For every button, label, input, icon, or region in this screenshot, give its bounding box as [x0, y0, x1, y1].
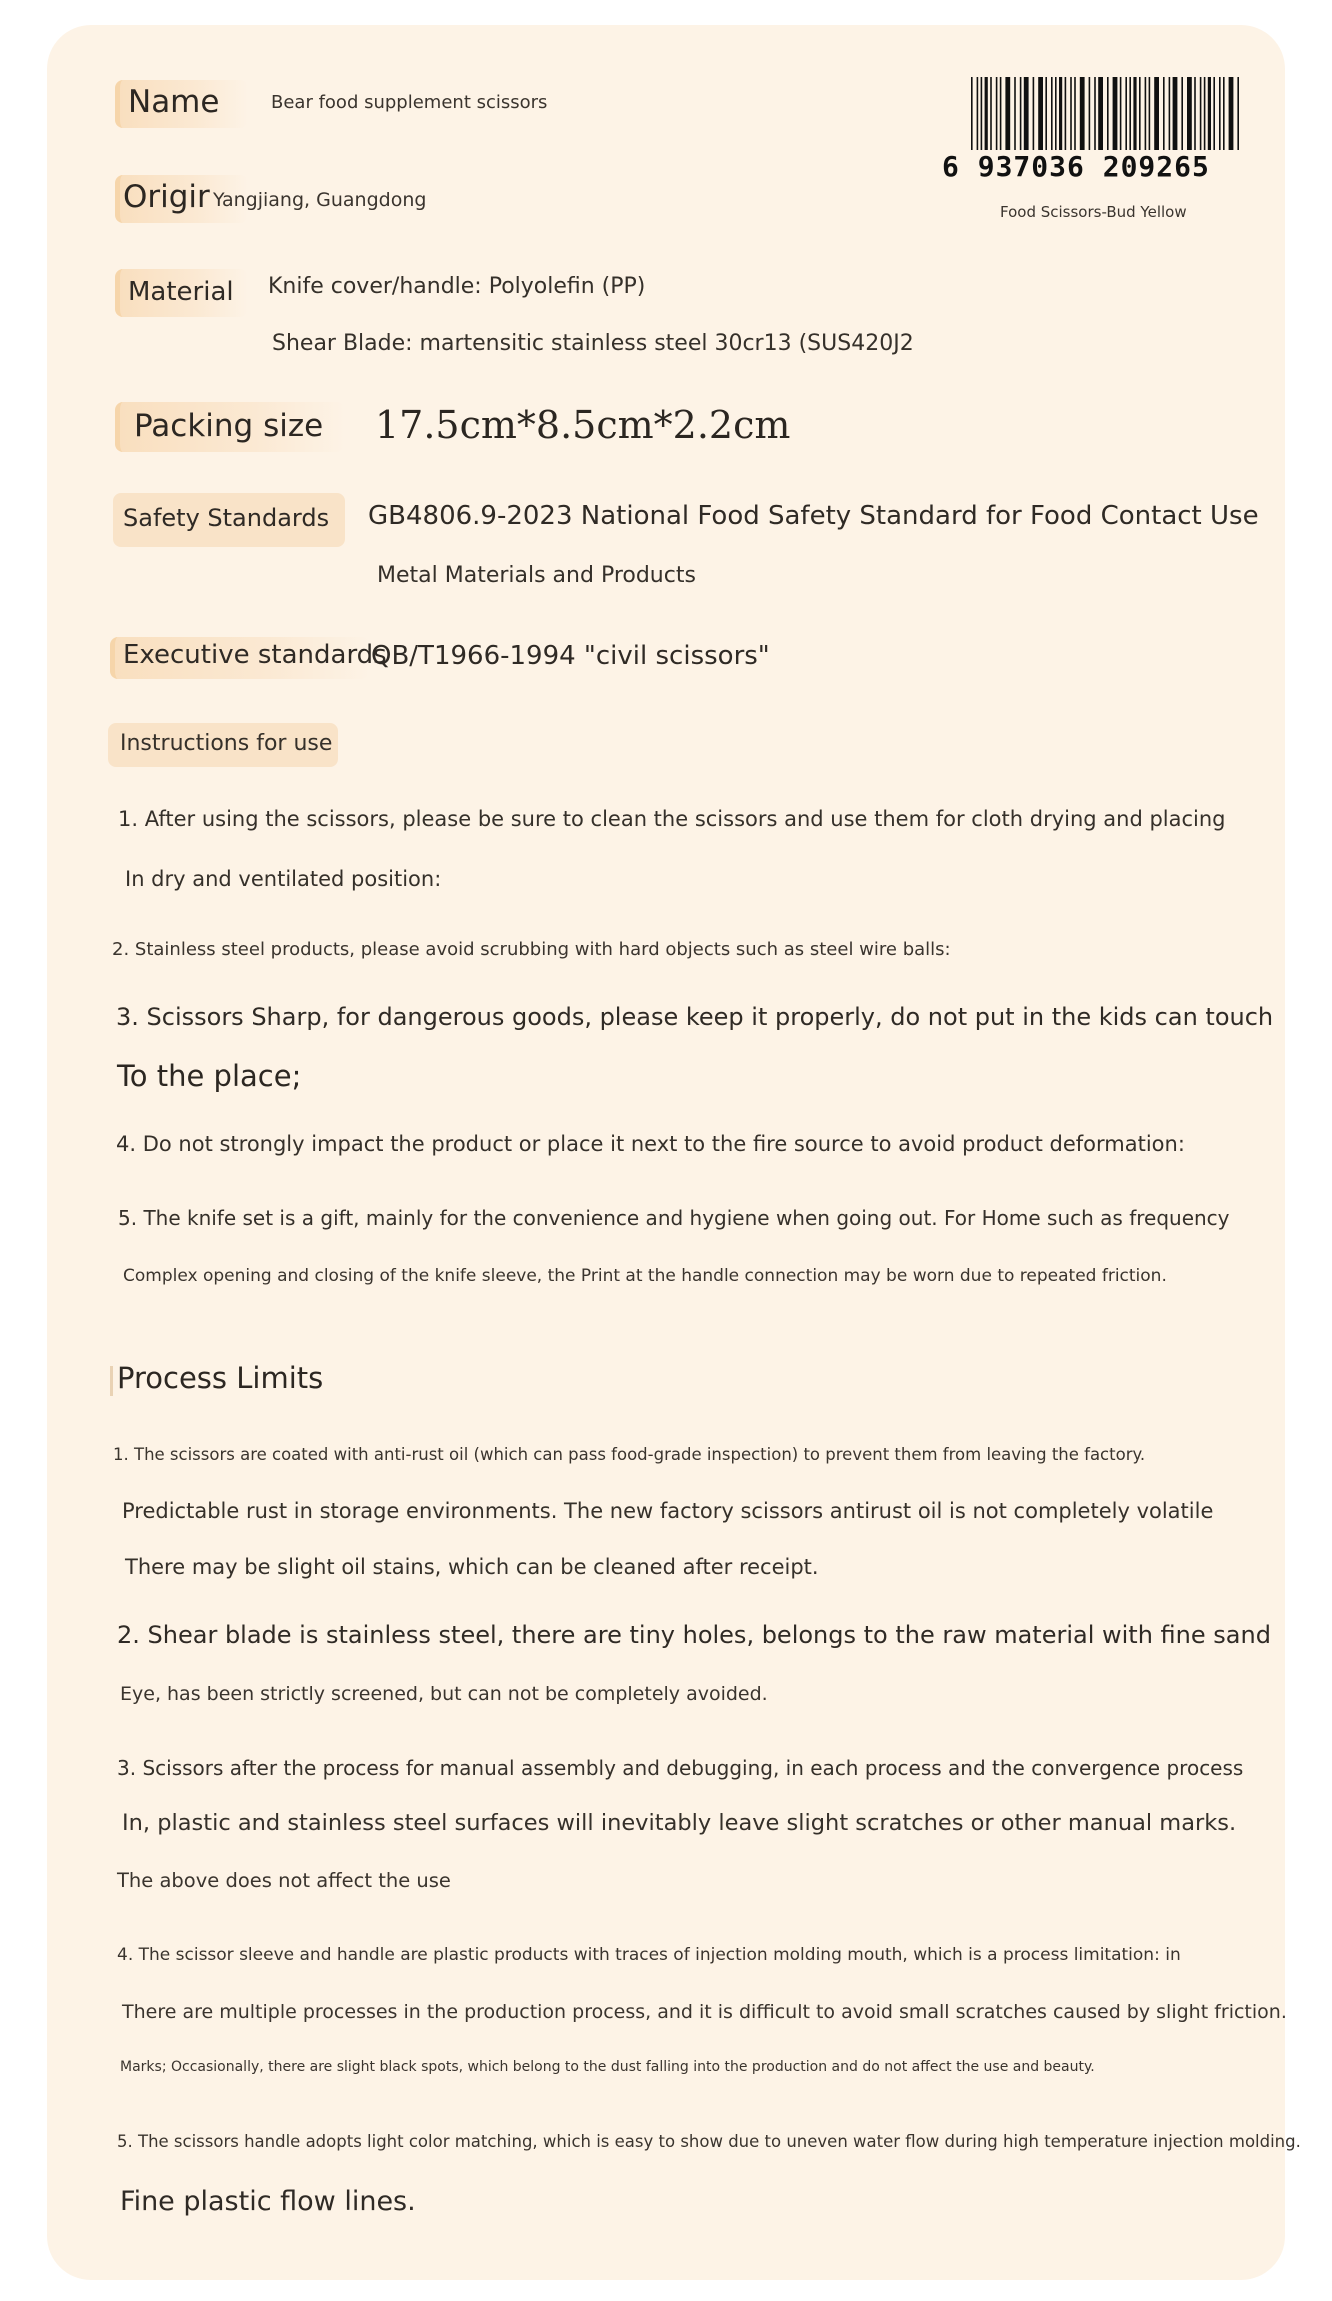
material-label: Material: [128, 277, 234, 307]
instruction-line: 4. Do not strongly impact the product or place it next to the fire source to avoid product deformation:: [116, 1132, 1185, 1156]
instruction-line: 2. Stainless steel products, please avoid scrubbing with hard objects such as steel wire balls:: [112, 939, 951, 960]
name-label: Name: [128, 84, 220, 120]
process-line: Marks; Occasionally, there are slight black spots, which belong to the dust falling into the production and do not affect the use and beauty.: [120, 2059, 1095, 2075]
instruction-line: Complex opening and closing of the knife sleeve, the Print at the handle connection may be worn due to repeated friction.: [123, 1266, 1167, 1286]
process-line: 5. The scissors handle adopts light color matching, which is easy to show due to uneven water flow during high temperature injection molding.: [117, 2132, 1301, 2151]
instruction-line: To the place;: [117, 1059, 302, 1093]
process-line: The above does not affect the use: [117, 1869, 451, 1892]
process-line: Fine plastic flow lines.: [120, 2186, 416, 2217]
safety-line-1: GB4806.9-2023 National Food Safety Standard for Food Contact Use: [368, 501, 1259, 531]
process-line: Predictable rust in storage environments. The new factory scissors antirust oil is not completely volatile: [122, 1499, 1214, 1523]
instruction-line: In dry and ventilated position:: [125, 867, 442, 891]
safety-line-2: Metal Materials and Products: [377, 563, 696, 588]
process-line: 2. Shear blade is stainless steel, there are tiny holes, belongs to the raw material with fine sand: [117, 1621, 1271, 1649]
packing-value: 17.5cm*8.5cm*2.2cm: [375, 403, 791, 447]
instruction-line: 3. Scissors Sharp, for dangerous goods, please keep it properly, do not put in the kids can touch: [116, 1003, 1274, 1031]
process-line: 1. The scissors are coated with anti-rust oil (which can pass food-grade inspection) to prevent them from leaving the factory.: [113, 1445, 1146, 1464]
instruction-line: 1. After using the scissors, please be sure to clean the scissors and use them for cloth drying and placing: [118, 807, 1226, 831]
material-line-2: Shear Blade: martensitic stainless steel 30cr13 (SUS420J2: [272, 331, 914, 356]
origin-value: Yangjiang, Guangdong: [213, 189, 427, 211]
process-limits-marker: [110, 1366, 113, 1396]
exec-label: Executive standards: [123, 640, 387, 670]
process-line: There are multiple processes in the production process, and it is difficult to avoid small scratches caused by slight friction.: [122, 2001, 1287, 2023]
barcode-caption: Food Scissors-Bud Yellow: [1000, 203, 1187, 221]
process-limits-title: Process Limits: [117, 1361, 324, 1395]
instructions-label: Instructions for use: [120, 731, 333, 756]
process-line: There may be slight oil stains, which can be cleaned after receipt.: [125, 1555, 819, 1579]
safety-label: Safety Standards: [123, 504, 330, 532]
instruction-line: 5. The knife set is a gift, mainly for the convenience and hygiene when going out. For Home such as frequency: [118, 1206, 1230, 1230]
barcode-digits: 6 937036 209265: [942, 150, 1242, 183]
process-line: 3. Scissors after the process for manual assembly and debugging, in each process and the convergence process: [117, 1756, 1244, 1780]
process-line: Eye, has been strictly screened, but can not be completely avoided.: [120, 1683, 768, 1705]
process-line: 4. The scissor sleeve and handle are plastic products with traces of injection molding mouth, which is a process limitation: in: [117, 1945, 1181, 1965]
exec-value: QB/T1966-1994 "civil scissors": [371, 641, 770, 671]
packing-label: Packing size: [134, 408, 324, 444]
origin-label: Origir: [123, 179, 210, 215]
process-line: In, plastic and stainless steel surfaces will inevitably leave slight scratches or other manual marks.: [122, 1810, 1237, 1836]
material-line-1: Knife cover/handle: Polyolefin (PP): [268, 274, 646, 299]
name-value: Bear food supplement scissors: [271, 92, 548, 113]
